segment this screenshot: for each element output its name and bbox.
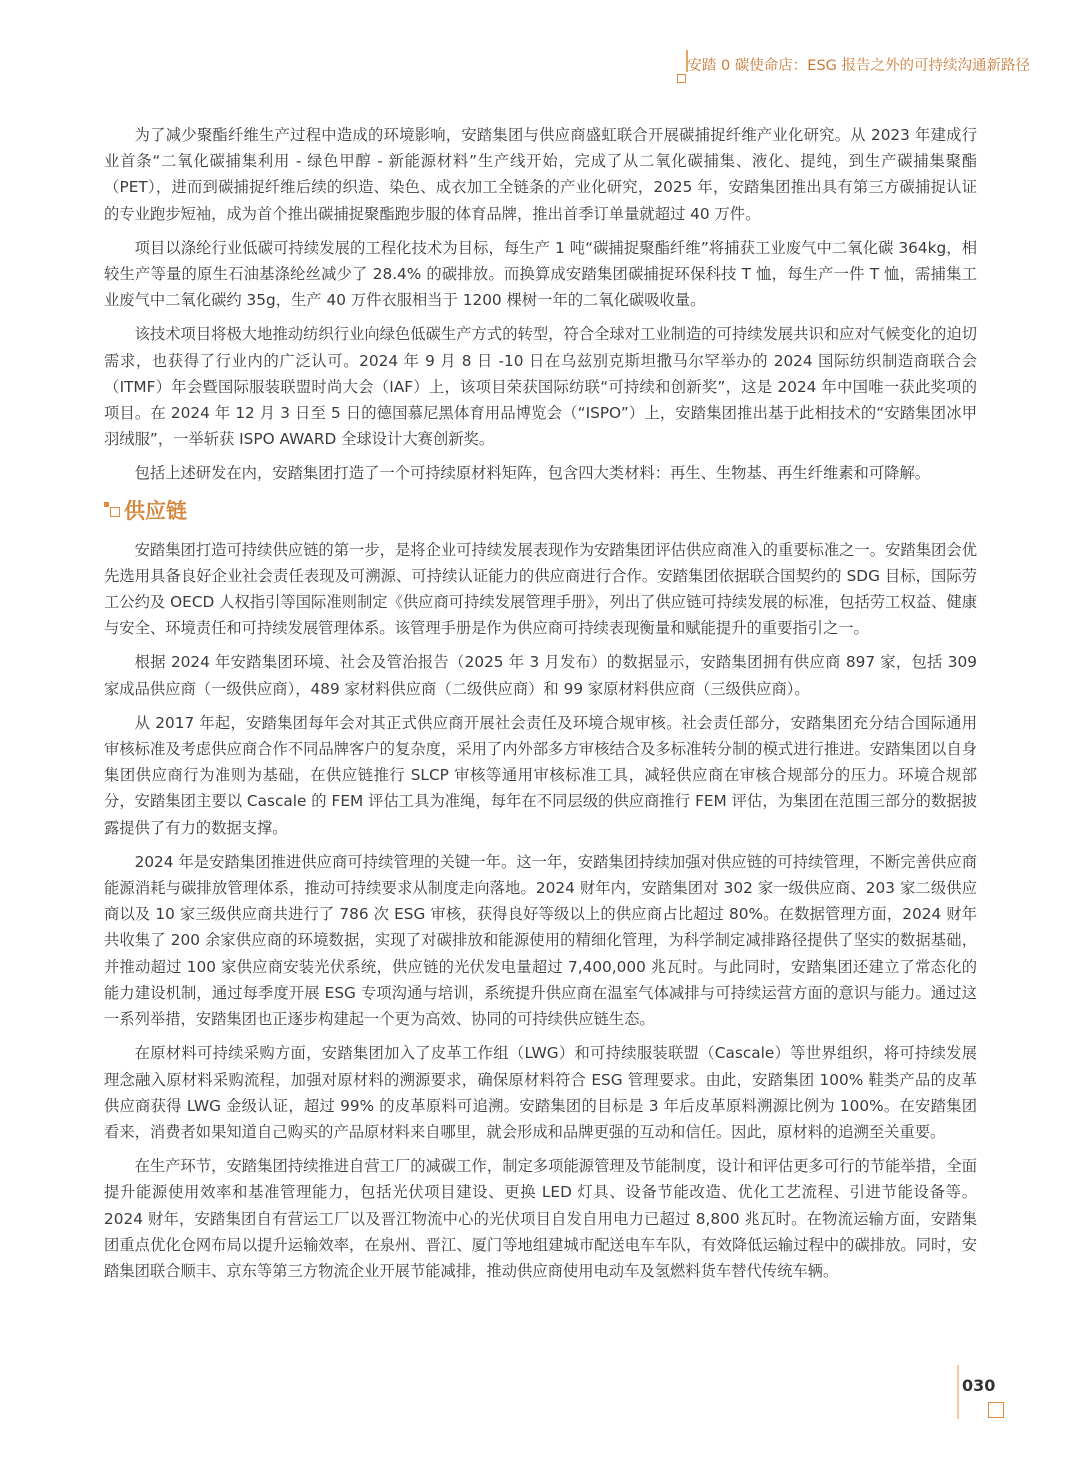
- paragraph: 安踏集团打造可持续供应链的第一步，是将企业可持续发展表现作为安踏集团评估供应商准入的重要标准之一。安踏集团会优先选用具备良好企业社会责任表现及可溯源、可持续认证能力的供应商进行合作。安踏集团依据联合国契约的 SDG 目标，国际劳工公约及 OECD 人权指引等国际准则制定《供应商可持续发展管理手册》，列出了供应链可持续发展的标准，包括劳工权益、健康与安全、环境责任和可持续发展管理体系。该管理手册是作为供应商可持续表现衡量和赋能提升的重要指引之一。: [104, 540, 977, 638]
- paragraph: 在原材料可持续采购方面，安踏集团加入了皮革工作组（LWG）和可持续服装联盟（Cascale）等世界组织，将可持续发展理念融入原材料采购流程，加强对原材料的溯源要求，确保原材料符合 ESG 管理要求。由此，安踏集团 100% 鞋类产品的皮革供应商获得 LWG 金级认证，超过 99% 的皮革原料可追溯。安踏集团的目标是 3 年后皮革原料溯源比例为 100%。在安踏集团看来，消费者如果知道自己购买的产品原材料来自哪里，就会形成和品牌更强的互动和信任。因此，原材料的追溯至关重要。: [104, 1044, 977, 1141]
- page-number-divider: [957, 1365, 959, 1419]
- section-marker-icon: [104, 502, 109, 507]
- paragraph: 2024 年是安踏集团推进供应商可持续管理的关键一年。这一年，安踏集团持续加强对供应链的可持续管理，不断完善供应商能源消耗与碳排放管理体系，推动可持续要求从制度走向落地。2024 财年内，安踏集团对 302 家一级供应商、203 家二级供应商以及 10 家三级供应商共进行了 786 次 ESG 审核，获得良好等级以上的供应商占比超过 80%。在数据管理方面，2024 财年共收集了 200 余家供应商的环境数据，实现了对碳排放和能源使用的精细化管理，为科学制定减排路径提供了坚实的数据基础，并推动超过 100 家供应商安装光伏系统，供应链的光伏发电量超过 7,400,000 兆瓦时。与此同时，安踏集团还建立了常态化的能力建设机制，通过每季度开展 ESG 专项沟通与培训，系统提升供应商在温室气体减排与可持续运营方面的意识与能力。通过这一系列举措，安踏集团也正逐步构建起一个更为高效、协同的可持续供应链生态。: [104, 852, 977, 1029]
- paragraph: 该技术项目将极大地推动纺织行业向绿色低碳生产方式的转型，符合全球对工业制造的可持续发展共识和应对气候变化的迫切需求，也获得了行业内的广泛认可。2024 年 9 月 8 日 -10 日在乌兹别克斯坦撒马尔罕举办的 2024 国际纺织制造商联合会（ITMF）年会暨国际服装联盟时尚大会（IAF）上，该项目荣获国际纺联“可持续和创新奖”，这是 2024 年中国唯一获此奖项的项目。在 2024 年 12 月 3 日至 5 日的德国慕尼黑体育用品博览会（“ISPO”）上，安踏集团推出基于此相技术的“安踏集团冰甲羽绒服”，一举斩获 ISPO AWARD 全球设计大赛创新奖。: [104, 325, 977, 449]
- running-header-title: 安踏 0 碳使命店：ESG 报告之外的可持续沟通新路径: [687, 58, 1030, 74]
- paragraph: 根据 2024 年安踏集团环境、社会及管治报告（2025 年 3 月发布）的数据显示，安踏集团拥有供应商 897 家，包括 309 家成品供应商（一级供应商），489 家材料供应商（二级供应商）和 99 家原材料供应商（三级供应商）。: [104, 653, 977, 698]
- page-number: 030: [962, 1376, 996, 1395]
- paragraph: 从 2017 年起，安踏集团每年会对其正式供应商开展社会责任及环境合规审核。社会责任部分，安踏集团充分结合国际通用审核标准及考虑供应商合作不同品牌客户的复杂度，采用了内外部多方审核结合及多标准转分制的模式进行推进。安踏集团以自身集团供应商行为准则为基础，在供应链推行 SLCP 审核等通用审核标准工具，减轻供应商在审核合规部分的压力。环境合规部分，安踏集团主要以 Cascale 的 FEM 评估工具为准绳，每年在不同层级的供应商推行 FEM 评估，为集团在范围三部分的数据披露提供了有力的数据支撑。: [104, 713, 977, 837]
- paragraph: 包括上述研发在内，安踏集团打造了一个可持续原材料矩阵，包含四大类材料：再生、生物基、再生纤维素和可降解。: [134, 464, 931, 483]
- paragraph: 为了减少聚酯纤维生产过程中造成的环境影响，安踏集团与供应商盛虹联合开展碳捕捉纤维产业化研究。从 2023 年建成行业首条“二氧化碳捕集利用 - 绿色甲醇 - 新能源材料”生产线开始，完成了从二氧化碳捕集、液化、提纯，到生产碳捕集聚酯（PET），进而到碳捕捉纤维后续的织造、染色、成衣加工全链条的产业化研究，2025 年，安踏集团推出具有第三方碳捕捉认证的专业跑步短袖，成为首个推出碳捕捉聚酯跑步服的体育品牌，推出首季订单量就超过 40 万件。: [104, 126, 977, 223]
- section-title: 供应链: [124, 498, 187, 523]
- header-square-decoration: [677, 74, 686, 83]
- paragraph: 在生产环节，安踏集团持续推进自营工厂的减碳工作，制定多项能源管理及节能制度，设计和评估更多可行的节能举措，全面提升能源使用效率和基准管理能力，包括光伏项目建设、更换 LED 灯具、设备节能改造、优化工艺流程、引进节能设备等。2024 财年，安踏集团自有营运工厂以及晋江物流中心的光伏项目自发自用电力已超过 8,800 兆瓦时。在物流运输方面，安踏集团重点优化仓网布局以提升运输效率，在泉州、晋江、厦门等地组建城市配送电车车队，有效降低运输过程中的碳排放。同时，安踏集团联合顺丰、京东等第三方物流企业开展节能减排，推动供应商使用电动车及氢燃料货车替代传统车辆。: [104, 1157, 977, 1280]
- section-heading: [104, 495, 977, 531]
- body-content: [104, 122, 977, 1292]
- paragraph: 项目以涤纶行业低碳可持续发展的工程化技术为目标，每生产 1 吨“碳捕捉聚酯纤维”将捕获工业废气中二氧化碳 364kg，相较生产等量的原生石油基涤纶丝减少了 28.4% 的碳排放。而换算成安踏集团碳捕捉环保科技 T 恤，每生产一件 T 恤，需捕集工业废气中二氧化碳约 35g，生产 40 万件衣服相当于 1200 棵树一年的二氧化碳吸收量。: [104, 238, 977, 310]
- page-number-square-icon: [988, 1402, 1004, 1418]
- section-marker-square-icon: [110, 507, 120, 517]
